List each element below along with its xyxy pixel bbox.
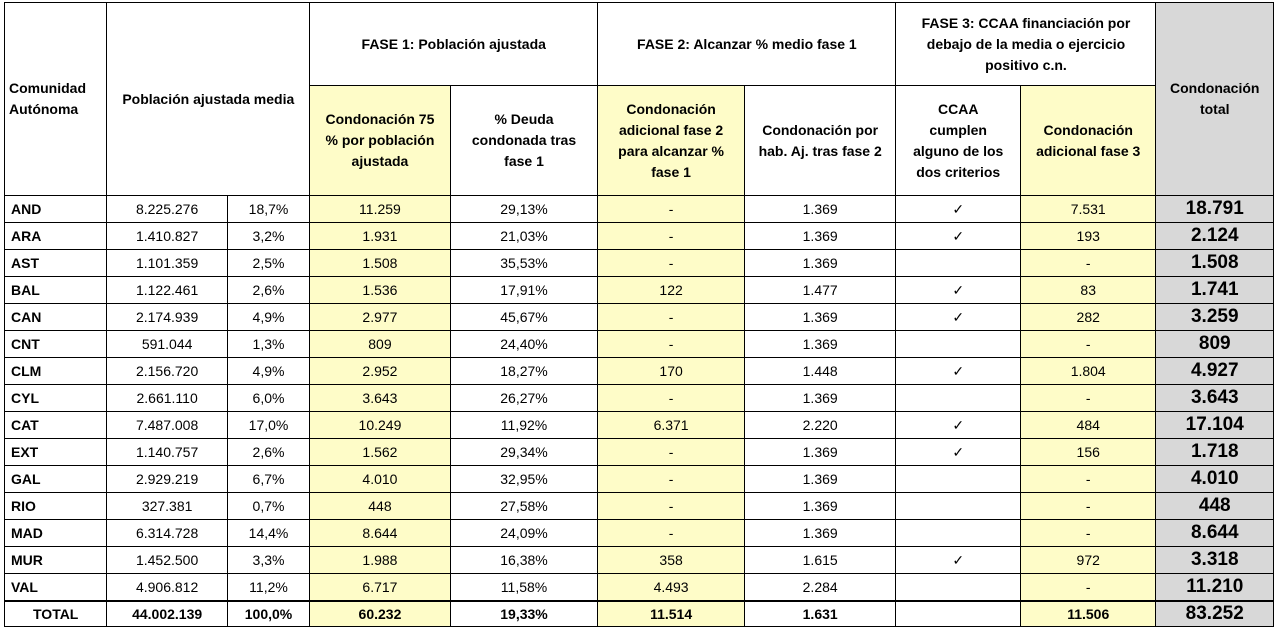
cell-poblacion: 1.452.500 [107,547,227,574]
cell-ccaa: CNT [5,331,107,358]
cell-cumple-criterio [896,493,1020,520]
cell-ccaa: CAN [5,304,107,331]
cell-cumple-criterio: ✓ [896,358,1020,385]
cell-poblacion: 1.410.827 [107,223,227,250]
cell-condonacion-75: 1.536 [310,277,451,304]
cell-porcentaje: 2,5% [227,250,309,277]
cell-condonacion-75: 2.952 [310,358,451,385]
total-condonacion-75: 60.232 [310,601,451,627]
cell-poblacion: 8.225.276 [107,196,227,223]
cell-condonacion-75: 10.249 [310,412,451,439]
cell-adicional-fase3: 193 [1020,223,1156,250]
cell-adicional-fase2: - [598,331,745,358]
cell-ccaa: GAL [5,466,107,493]
cell-adicional-fase3: - [1020,493,1156,520]
cell-deuda-condonada: 32,95% [450,466,598,493]
table-row [5,574,1274,602]
cell-porcentaje: 2,6% [227,439,309,466]
cell-deuda-condonada: 21,03% [450,223,598,250]
total-porcentaje: 100,0% [227,601,309,627]
cell-cumple-criterio: ✓ [896,439,1020,466]
header-por-habitante: Condonación por hab. Aj. tras fase 2 [744,86,896,196]
cell-por-habitante: 1.369 [744,385,896,412]
header-comunidad: Comunidad Autónoma [5,3,107,196]
cell-ccaa: VAL [5,574,107,602]
cell-cumple-criterio: ✓ [896,196,1020,223]
cell-cumple-criterio [896,520,1020,547]
cell-ccaa: MUR [5,547,107,574]
cell-por-habitante: 1.615 [744,547,896,574]
header-total: Condonación total [1156,3,1274,196]
cell-condonacion-total: 3.259 [1156,304,1274,331]
condonacion-table [4,2,1274,627]
cell-porcentaje: 6,0% [227,385,309,412]
cell-deuda-condonada: 27,58% [450,493,598,520]
cell-condonacion-75: 1.508 [310,250,451,277]
cell-cumple-criterio [896,385,1020,412]
table-row [5,277,1274,304]
total-por-habitante: 1.631 [744,601,896,627]
cell-adicional-fase3: - [1020,331,1156,358]
cell-poblacion: 1.140.757 [107,439,227,466]
cell-adicional-fase3: 972 [1020,547,1156,574]
cell-ccaa: RIO [5,493,107,520]
cell-cumple-criterio [896,466,1020,493]
total-adicional-fase2: 11.514 [598,601,745,627]
cell-condonacion-75: 3.643 [310,385,451,412]
cell-deuda-condonada: 24,40% [450,331,598,358]
cell-adicional-fase3: - [1020,574,1156,602]
cell-ccaa: ARA [5,223,107,250]
header-fase3: FASE 3: CCAA financiación por debajo de la media o ejercicio positivo c.n. [896,3,1156,86]
cell-porcentaje: 0,7% [227,493,309,520]
table-row [5,493,1274,520]
total-deuda-condonada: 19,33% [450,601,598,627]
cell-deuda-condonada: 16,38% [450,547,598,574]
cell-condonacion-75: 809 [310,331,451,358]
table-row [5,223,1274,250]
cell-por-habitante: 1.369 [744,520,896,547]
cell-poblacion: 6.314.728 [107,520,227,547]
cell-condonacion-total: 11.210 [1156,574,1274,602]
header-condonacion-75: Condonación 75 % por población ajustada [310,86,451,196]
cell-adicional-fase3: - [1020,466,1156,493]
cell-porcentaje: 3,3% [227,547,309,574]
cell-condonacion-total: 1.508 [1156,250,1274,277]
table-row-total [5,601,1274,627]
table-row [5,331,1274,358]
cell-por-habitante: 1.369 [744,439,896,466]
cell-condonacion-total: 3.318 [1156,547,1274,574]
cell-poblacion: 2.661.110 [107,385,227,412]
cell-condonacion-total: 3.643 [1156,385,1274,412]
cell-deuda-condonada: 35,53% [450,250,598,277]
cell-ccaa: MAD [5,520,107,547]
cell-por-habitante: 1.369 [744,304,896,331]
cell-ccaa: EXT [5,439,107,466]
cell-porcentaje: 3,2% [227,223,309,250]
table-row [5,196,1274,223]
cell-adicional-fase3: - [1020,250,1156,277]
total-adicional-fase3: 11.506 [1020,601,1156,627]
table-row [5,412,1274,439]
cell-condonacion-75: 4.010 [310,466,451,493]
cell-deuda-condonada: 29,13% [450,196,598,223]
header-deuda-condonada: % Deuda condonada tras fase 1 [450,86,598,196]
cell-condonacion-75: 1.988 [310,547,451,574]
cell-por-habitante: 1.477 [744,277,896,304]
header-adicional-fase3: Condonación adicional fase 3 [1020,86,1156,196]
cell-cumple-criterio: ✓ [896,304,1020,331]
cell-condonacion-total: 2.124 [1156,223,1274,250]
table-row [5,466,1274,493]
cell-poblacion: 1.101.359 [107,250,227,277]
cell-porcentaje: 1,3% [227,331,309,358]
cell-cumple-criterio: ✓ [896,547,1020,574]
header-cumplen-criterios: CCAA cumplen alguno de los dos criterios [896,86,1020,196]
cell-porcentaje: 4,9% [227,358,309,385]
cell-porcentaje: 11,2% [227,574,309,602]
cell-deuda-condonada: 29,34% [450,439,598,466]
cell-por-habitante: 1.369 [744,331,896,358]
cell-condonacion-total: 448 [1156,493,1274,520]
cell-adicional-fase2: - [598,250,745,277]
cell-poblacion: 2.156.720 [107,358,227,385]
cell-adicional-fase2: - [598,520,745,547]
cell-condonacion-total: 809 [1156,331,1274,358]
cell-poblacion: 7.487.008 [107,412,227,439]
cell-cumple-criterio [896,250,1020,277]
cell-adicional-fase2: 4.493 [598,574,745,602]
cell-deuda-condonada: 18,27% [450,358,598,385]
cell-poblacion: 327.381 [107,493,227,520]
cell-poblacion: 2.929.219 [107,466,227,493]
cell-cumple-criterio [896,574,1020,602]
cell-condonacion-total: 1.741 [1156,277,1274,304]
cell-porcentaje: 17,0% [227,412,309,439]
cell-cumple-criterio: ✓ [896,412,1020,439]
cell-poblacion: 1.122.461 [107,277,227,304]
cell-adicional-fase2: - [598,439,745,466]
cell-condonacion-total: 1.718 [1156,439,1274,466]
cell-por-habitante: 1.448 [744,358,896,385]
cell-cumple-criterio [896,331,1020,358]
cell-condonacion-total: 4.927 [1156,358,1274,385]
cell-ccaa: AST [5,250,107,277]
cell-condonacion-75: 448 [310,493,451,520]
total-poblacion: 44.002.139 [107,601,227,627]
table-row [5,304,1274,331]
cell-por-habitante: 1.369 [744,196,896,223]
cell-adicional-fase2: - [598,223,745,250]
cell-condonacion-total: 8.644 [1156,520,1274,547]
cell-adicional-fase3: - [1020,385,1156,412]
cell-cumple-criterio: ✓ [896,223,1020,250]
cell-por-habitante: 2.220 [744,412,896,439]
cell-condonacion-75: 2.977 [310,304,451,331]
cell-condonacion-total: 17.104 [1156,412,1274,439]
cell-adicional-fase2: 6.371 [598,412,745,439]
cell-porcentaje: 6,7% [227,466,309,493]
header-fase1: FASE 1: Población ajustada [310,3,598,86]
cell-adicional-fase2: 170 [598,358,745,385]
cell-poblacion: 4.906.812 [107,574,227,602]
cell-adicional-fase2: - [598,196,745,223]
cell-deuda-condonada: 11,92% [450,412,598,439]
cell-por-habitante: 1.369 [744,250,896,277]
cell-adicional-fase3: - [1020,520,1156,547]
total-condonacion-total: 83.252 [1156,601,1274,627]
cell-adicional-fase2: - [598,493,745,520]
cell-porcentaje: 2,6% [227,277,309,304]
cell-deuda-condonada: 26,27% [450,385,598,412]
cell-ccaa: AND [5,196,107,223]
cell-adicional-fase2: 122 [598,277,745,304]
cell-adicional-fase3: 7.531 [1020,196,1156,223]
cell-adicional-fase2: - [598,466,745,493]
cell-adicional-fase3: 83 [1020,277,1156,304]
cell-condonacion-75: 1.931 [310,223,451,250]
cell-deuda-condonada: 17,91% [450,277,598,304]
header-fase2: FASE 2: Alcanzar % medio fase 1 [598,3,896,86]
cell-adicional-fase3: 282 [1020,304,1156,331]
cell-cumple-criterio: ✓ [896,277,1020,304]
cell-condonacion-total: 18.791 [1156,196,1274,223]
cell-condonacion-75: 1.562 [310,439,451,466]
cell-poblacion: 2.174.939 [107,304,227,331]
cell-por-habitante: 1.369 [744,466,896,493]
cell-condonacion-75: 6.717 [310,574,451,602]
cell-ccaa: CAT [5,412,107,439]
table-row [5,250,1274,277]
table-row [5,547,1274,574]
cell-por-habitante: 1.369 [744,223,896,250]
total-cumple-criterio [896,601,1020,627]
cell-deuda-condonada: 24,09% [450,520,598,547]
table-row [5,358,1274,385]
total-label: TOTAL [5,601,107,627]
cell-adicional-fase2: - [598,304,745,331]
cell-ccaa: BAL [5,277,107,304]
cell-adicional-fase2: - [598,385,745,412]
table-row [5,439,1274,466]
cell-adicional-fase3: 156 [1020,439,1156,466]
cell-ccaa: CLM [5,358,107,385]
cell-porcentaje: 18,7% [227,196,309,223]
cell-ccaa: CYL [5,385,107,412]
cell-adicional-fase3: 1.804 [1020,358,1156,385]
header-poblacion: Población ajustada media [107,3,310,196]
cell-poblacion: 591.044 [107,331,227,358]
cell-porcentaje: 14,4% [227,520,309,547]
cell-condonacion-75: 8.644 [310,520,451,547]
cell-por-habitante: 2.284 [744,574,896,602]
cell-condonacion-total: 4.010 [1156,466,1274,493]
cell-adicional-fase2: 358 [598,547,745,574]
cell-condonacion-75: 11.259 [310,196,451,223]
cell-porcentaje: 4,9% [227,304,309,331]
header-adicional-fase2: Condonación adicional fase 2 para alcanzar % fase 1 [598,86,745,196]
cell-adicional-fase3: 484 [1020,412,1156,439]
table-row [5,385,1274,412]
cell-deuda-condonada: 11,58% [450,574,598,602]
table-row [5,520,1274,547]
cell-deuda-condonada: 45,67% [450,304,598,331]
cell-por-habitante: 1.369 [744,493,896,520]
